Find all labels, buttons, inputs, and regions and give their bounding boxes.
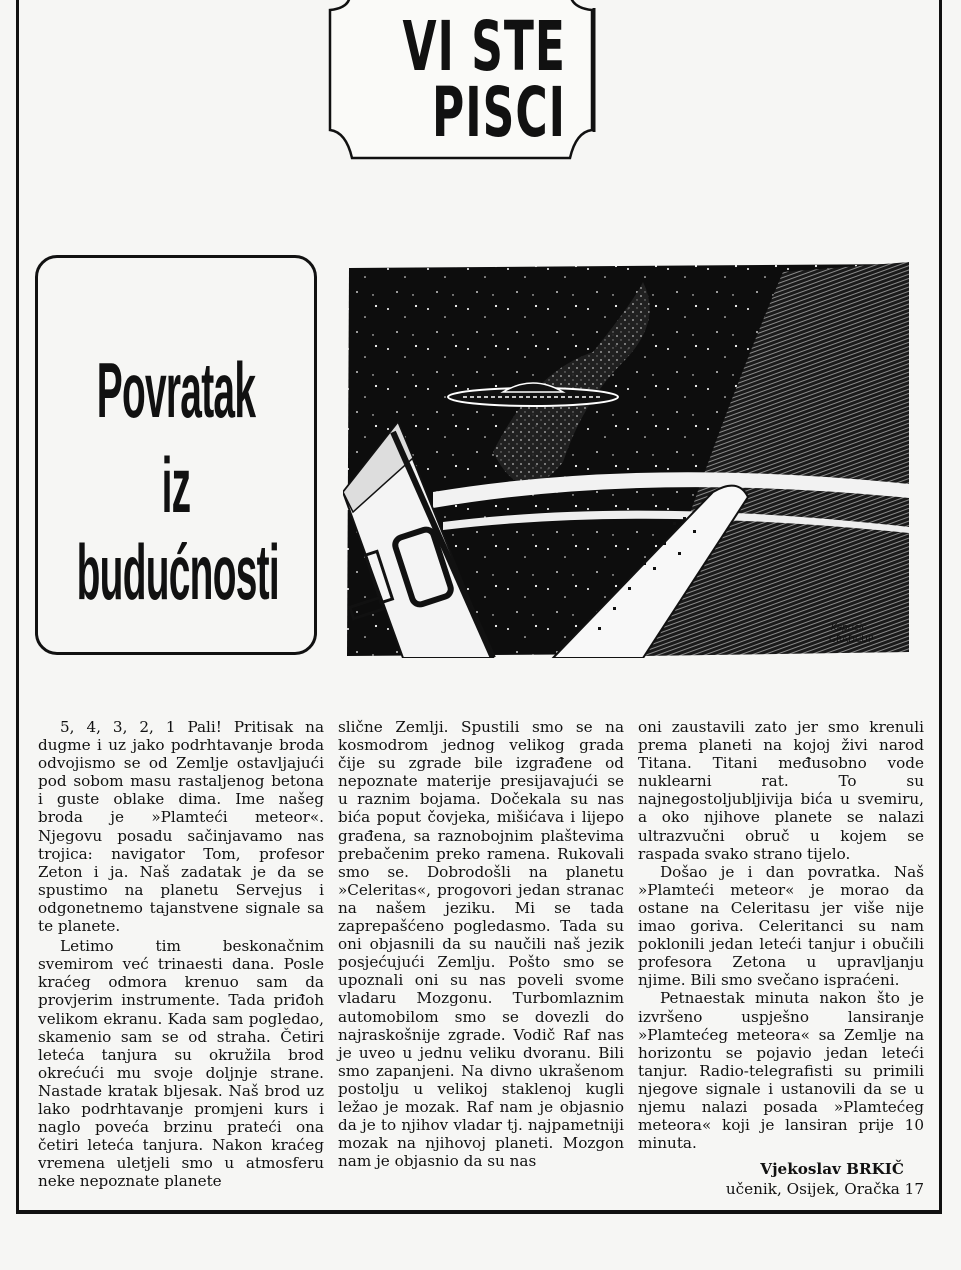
paragraph: Petnaestak minuta nakon što je izvršeno uspješno lansiranje »Plamtećeg meteora« sa Zemlje na horizontu se pojavio jedan leteći tanjur. Radio-telegrafisti su primili njegove signale i ustanovili da se u njemu nalazi posada »Plamtećeg meteora« koji je lansiran prije 10 minuta.	[638, 989, 924, 1153]
article-illustration	[343, 262, 913, 658]
author-address: učenik, Osijek, Oračka 17	[725, 1180, 924, 1199]
section-title-line2: PISCI	[432, 74, 566, 154]
space-scene-illustration-icon	[343, 262, 913, 658]
artist-signature-line2: GRADCUP	[829, 635, 874, 645]
author-name: Vjekoslav BRKIČ	[760, 1160, 904, 1179]
paragraph: 5, 4, 3, 2, 1 Pali! Pritisak na dugme i uz jako podrhtavanje broda odvojismo se od Zemlje ostavljajući pod sobom masu rastaljenog betona i guste oblake dima. Ime našeg broda je »Plamteći meteor«. Njegovu posadu sačinjavamo nas trojica: navigator Tom, profesor Zeton i ja. Naš zadatak je da se spustimo na planetu Servejus i odgonetnemo tajanstvene signale sa te planete.	[38, 718, 324, 936]
section-header-badge	[324, 0, 596, 166]
article-title-line2: iz	[161, 442, 191, 530]
paragraph: slične Zemlji. Spustili smo se na kosmodrom jednog velikog grada čije su zgrade bile izgrađene od nepoznate materije presijavajući se u raznim bojama. Dočekala su nas bića poput čovjeka, mišićava i lijepo građena, sa raznobojnim plaštevima prebačenim preko ramena. Rukovali smo se. Dobrodošli na planetu »Celeritas«, progovori jedan stranac na našem jeziku. Mi se tada zaprepašćeno pogledasmo. Tada su oni objasnili da su naučili naš jezik posjećujući Zemlju. Pošto smo se upoznali oni su nas poveli svome vladaru Mozgonu. Turbomlaznim automobilom smo se dovezli do najraskošnije zgrade. Vodič Raf nas je uveo u jednu veliku dvoranu. Bili smo zapanjeni. Na divno ukrašenom postolju u velikoj staklenoj kugli ležao je mozak. Raf nam je objasnio da je to njihov vladar tj. najpametniji mozak na njihovoj planeti. Mozgon nam je objasnio da su nas	[338, 718, 624, 1171]
artist-signature-line1: Kapričić	[831, 623, 867, 633]
article-title-box	[35, 255, 317, 655]
article-column-3	[638, 718, 924, 1198]
paragraph: Letimo tim beskonačnim svemirom već trinaesti dana. Posle kraćeg odmora krenuo sam da provjerim instrumente. Tada priđoh velikom ekranu. Kada sam pogledao, skamenio sam se od straha. Četiri leteća tanjura su okružila brod okrećući mu svoje doljnje strane. Nastade kratak bljesak. Naš brod uz lako podrhtavanje promjeni kurs i naglo poveća brzinu prateći ona četiri leteća tanjura. Nakon kraćeg vremena uletjeli smo u atmosferu neke nepoznate planete	[38, 937, 324, 1191]
article-title-line1: Povratak	[96, 347, 256, 435]
article-title-line3: budućnosti	[76, 529, 279, 617]
article-column-2	[338, 718, 624, 1170]
paragraph: oni zaustavili zato jer smo krenuli prema planeti na kojoj živi narod Titana. Titani međusobno vode nuklearni rat. To su najnegostoljubljivija bića u svemiru, a oko njihove planete se nalazi ultrazvučni obruč u kojem se raspada svako strano tijelo.	[638, 718, 924, 863]
section-title-line1: VI STE	[402, 8, 566, 88]
paragraph: Došao je i dan povratka. Naš »Plamteći meteor« je morao da ostane na Celeritasu jer više nije imao goriva. Celeritanci su nam poklonili jedan leteći tanjur i obučili profesora Zetona u upravljanju njime. Bili smo svečano ispraćeni.	[638, 862, 924, 990]
article-column-1	[38, 718, 324, 1190]
